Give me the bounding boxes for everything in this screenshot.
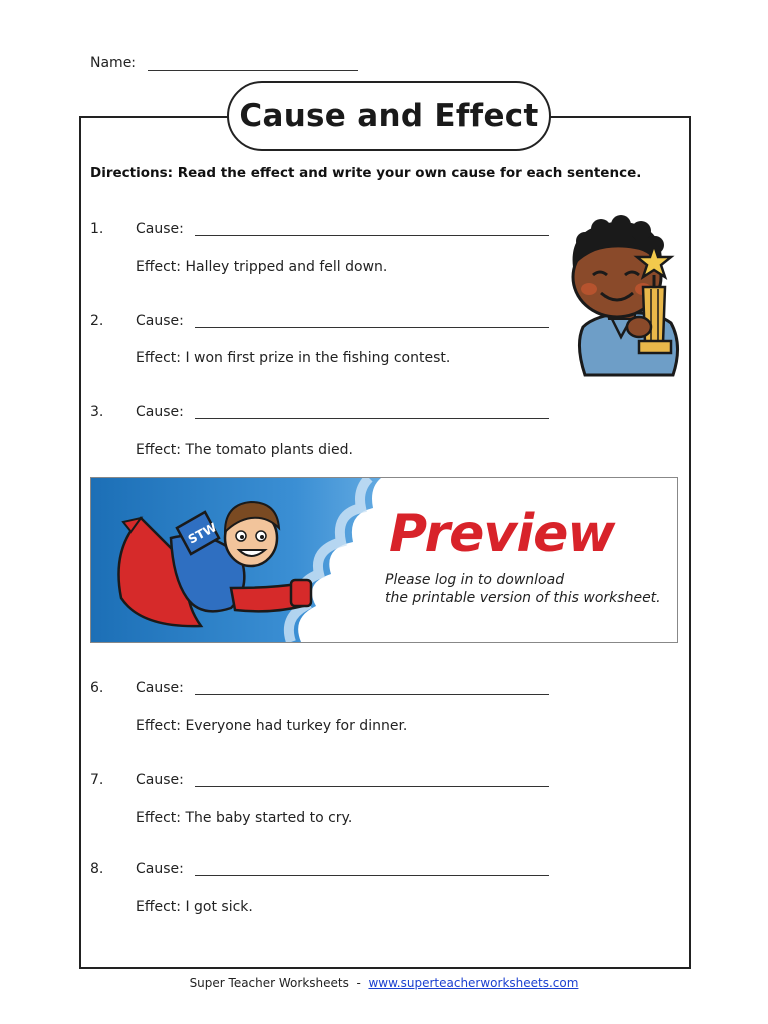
preview-banner[interactable] [90,477,678,643]
item-number: 3. [90,404,104,420]
cause-label: Cause: [136,861,184,877]
item-number: 6. [90,680,104,696]
item-number: 2. [90,313,104,329]
directions-text: Directions: Read the effect and write your own cause for each sentence. [90,165,642,181]
preview-title: Preview [389,504,615,564]
name-label: Name: [90,55,137,71]
boy-with-trophy-illustration [555,215,685,385]
effect-text: Effect: Halley tripped and fell down. [136,259,388,275]
cause-answer-line[interactable] [195,327,549,328]
cause-label: Cause: [136,772,184,788]
cause-label: Cause: [136,680,184,696]
cause-label: Cause: [136,221,184,237]
stw-badge: STW [185,520,219,547]
effect-text: Effect: The baby started to cry. [136,810,353,826]
cause-answer-line[interactable] [195,875,549,876]
footer [0,976,768,990]
name-field-line[interactable] [148,70,358,71]
cause-answer-line[interactable] [195,235,549,236]
cause-answer-line[interactable] [195,786,549,787]
cause-label: Cause: [136,404,184,420]
footer-link[interactable]: www.superteacherworksheets.com [368,976,579,990]
effect-text: Effect: I got sick. [136,899,253,915]
preview-message [385,571,661,607]
item-number: 7. [90,772,104,788]
effect-text: Effect: I won first prize in the fishing contest. [136,350,451,366]
cause-label: Cause: [136,313,184,329]
preview-message-line-2: the printable version of this worksheet. [385,590,661,606]
preview-message-line-1: Please log in to download [385,572,565,588]
item-number: 1. [90,221,104,237]
page-title: Cause and Effect [227,81,551,151]
superhero-mascot-illustration [101,488,321,638]
effect-text: Effect: The tomato plants died. [136,442,353,458]
item-number: 8. [90,861,104,877]
footer-text: Super Teacher Worksheets - [189,976,369,990]
effect-text: Effect: Everyone had turkey for dinner. [136,718,408,734]
cause-answer-line[interactable] [195,694,549,695]
cause-answer-line[interactable] [195,418,549,419]
